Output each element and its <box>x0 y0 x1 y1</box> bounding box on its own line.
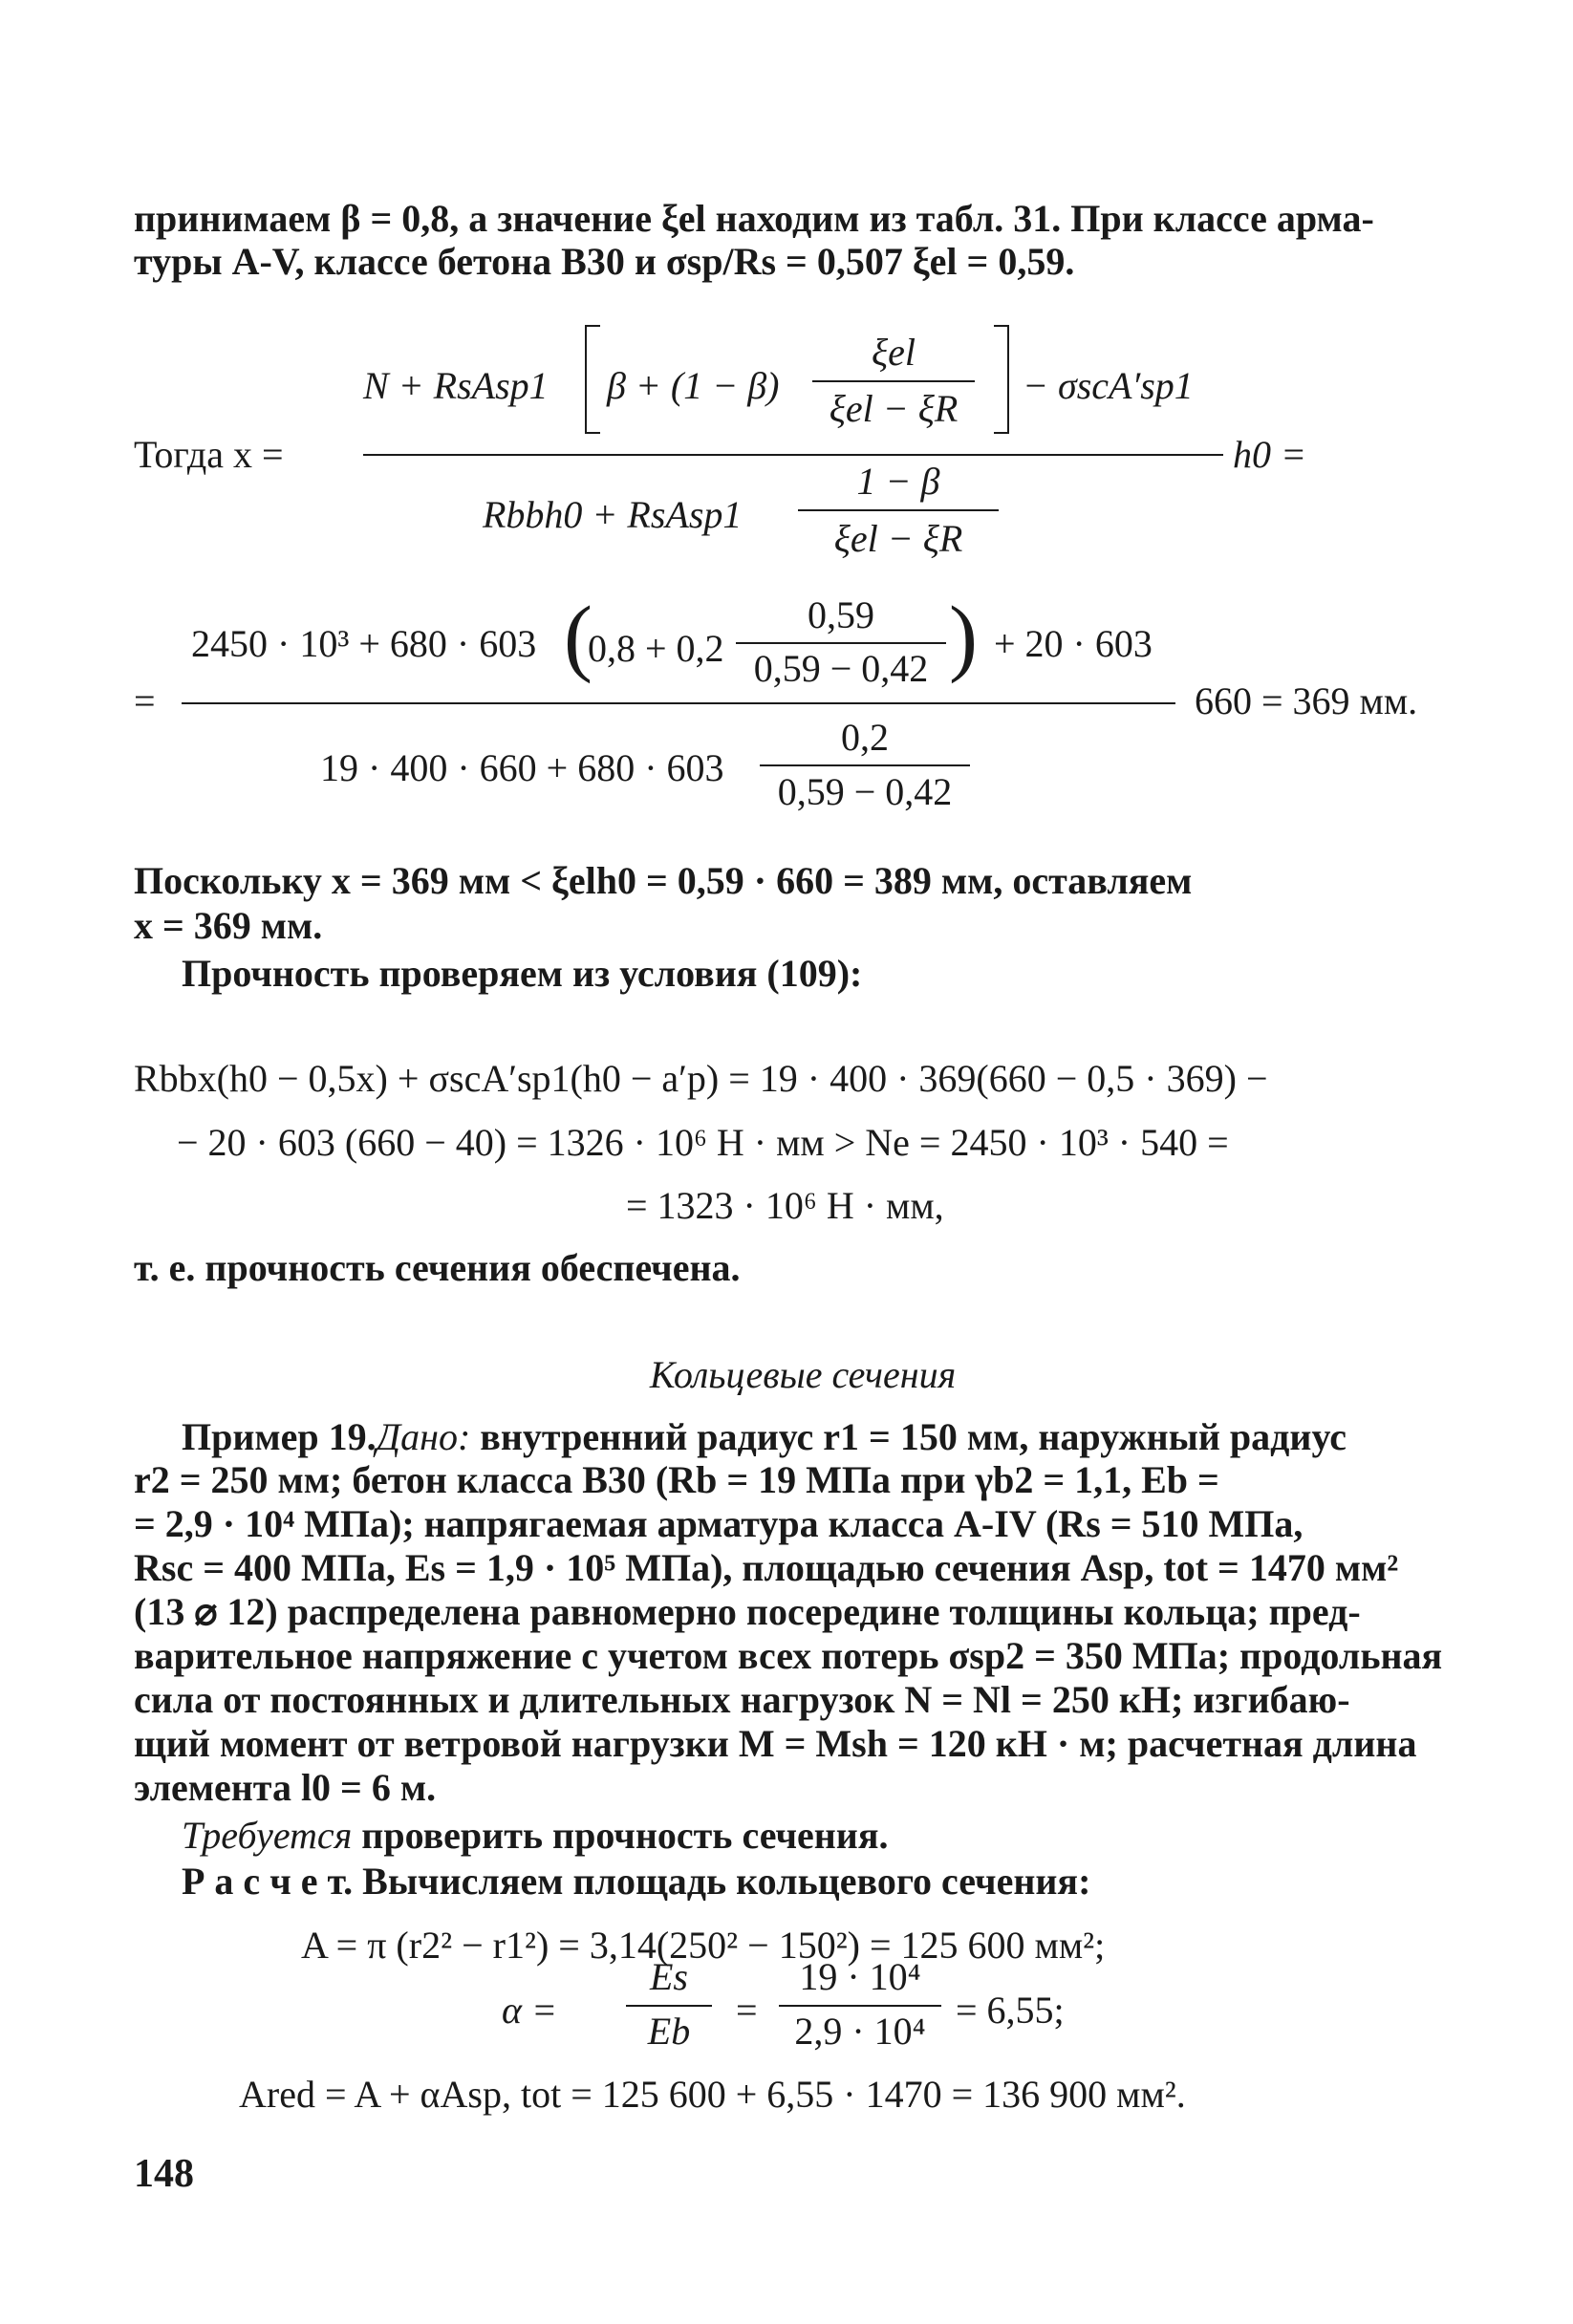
formula2-den-frac-bottom: 0,59 − 0,42 <box>777 770 953 813</box>
alpha-frac2-bar <box>779 2005 941 2007</box>
formula2-left-paren: ( <box>564 590 593 684</box>
strength-line-3: = 1323 · 10⁶ Н · мм, <box>626 1184 944 1227</box>
formula1-num-inner: β + (1 − β) <box>607 364 780 407</box>
strength-line-2: − 20 · 603 (660 − 40) = 1326 · 10⁶ Н · мм > Ne = 2450 · 10³ · 540 = <box>177 1121 1229 1164</box>
required-rest: проверить прочность сечения. <box>352 1814 889 1857</box>
calc-rest: Вычисляем площадь кольцевого сечения: <box>353 1860 1091 1903</box>
formula1-den-frac-bottom: ξel − ξR <box>833 517 963 560</box>
formula2-num-right: + 20 · 603 <box>994 622 1153 665</box>
area-equation: A = π (r2² − r1²) = 3,14(250² − 150²) = 125 600 мм²; <box>301 1924 1106 1967</box>
check-line: Прочность проверяем из условия (109): <box>182 952 863 995</box>
formula1-tail: h0 = <box>1233 433 1306 476</box>
ared-equation: Ared = A + αAsp, tot = 125 600 + 6,55 · 1470 = 136 900 мм². <box>239 2073 1186 2116</box>
since-line-2: x = 369 мм. <box>134 904 323 947</box>
alpha-result: = 6,55; <box>956 1989 1065 2032</box>
formula2-right-paren: ) <box>949 590 978 684</box>
example-line-4: Rsc = 400 МПа, Es = 1,9 · 10⁵ МПа), площадью сечения Asp, tot = 1470 мм² <box>134 1546 1399 1589</box>
example-given: Дано: <box>376 1415 471 1458</box>
intro-line-1: принимаем β = 0,8, а значение ξel находим из табл. 31. При классе арма- <box>134 197 1374 240</box>
example-line-9: элемента l0 = 6 м. <box>134 1766 437 1809</box>
formula2-num-frac-bottom: 0,59 − 0,42 <box>753 647 929 690</box>
section-heading: Кольцевые сечения <box>649 1353 957 1396</box>
example-line-2: r2 = 250 мм; бетон класса В30 (Rb = 19 МПа при γb2 = 1,1, Eb = <box>134 1458 1219 1501</box>
alpha-frac2-bottom: 2,9 · 10⁴ <box>794 2010 926 2053</box>
required-label: Требуется <box>182 1814 353 1857</box>
required-line <box>182 1813 1519 1859</box>
formula1-num-frac-bottom: ξel − ξR <box>829 387 959 430</box>
formula2-num-inner: 0,8 + 0,2 <box>588 627 724 670</box>
formula1-lead: Тогда x = <box>134 433 284 476</box>
alpha-frac2-top: 19 · 10⁴ <box>799 1955 921 1998</box>
intro-line-2: туры А-V, классе бетона В30 и σsp/Rs = 0,507 ξel = 0,59. <box>134 240 1075 283</box>
formula1-num-frac-top: ξel <box>872 331 916 374</box>
example-line-6: варительное напряжение с учетом всех потерь σsp2 = 350 МПа; продольная <box>134 1634 1443 1677</box>
formula1-num-frac-bar <box>812 380 975 382</box>
formula2-den-frac-top: 0,2 <box>841 716 889 759</box>
example-line-3: = 2,9 · 10⁴ МПа); напрягаемая арматура класса А-IV (Rs = 510 МПа, <box>134 1502 1304 1545</box>
formula1-num-left: N + RsAsp1 <box>363 364 549 407</box>
example-label: Пример 19. <box>182 1415 377 1458</box>
formula2-num-frac-bar <box>736 642 946 644</box>
alpha-frac1-top: Es <box>650 1955 688 1998</box>
example-line-8: щий момент от ветровой нагрузки M = Msh = 120 кН · м; расчетная длина <box>134 1722 1417 1765</box>
alpha-frac1-bar <box>626 2005 712 2007</box>
formula1-num-right: − σscA′sp1 <box>1023 364 1194 407</box>
calc-line <box>182 1859 1519 1904</box>
formula2-den-left: 19 · 400 · 660 + 680 · 603 <box>320 746 724 789</box>
formula1-den-left: Rbbh0 + RsAsp1 <box>483 493 743 536</box>
formula1-right-bracket <box>994 325 1009 434</box>
alpha-frac1-bottom: Eb <box>647 2010 691 2053</box>
formula2-num-left: 2450 · 10³ + 680 · 603 <box>191 622 537 665</box>
strength-line-1: Rbbx(h0 − 0,5x) + σscA′sp1(h0 − a′p) = 19 · 400 · 369(660 − 0,5 · 369) − <box>134 1057 1268 1100</box>
formula1-den-frac-bar <box>798 509 999 511</box>
alpha-equals: = <box>736 1989 758 2032</box>
formula2-tail: 660 = 369 мм. <box>1195 679 1418 722</box>
alpha-lead: α = <box>502 1989 557 2032</box>
formula1-main-bar <box>363 454 1223 456</box>
example-line-7: сила от постоянных и длительных нагрузок N = Nl = 250 кН; изгибаю- <box>134 1678 1350 1721</box>
formula2-num-frac-top: 0,59 <box>808 593 874 636</box>
example-line-5: (13 ⌀ 12) распределена равномерно посередине толщины кольца; пред- <box>134 1590 1361 1633</box>
calc-label: Р а с ч е т. <box>182 1860 354 1903</box>
formula2-lead: = <box>134 679 156 722</box>
formula1-left-bracket <box>585 325 600 434</box>
since-line-1: Поскольку x = 369 мм < ξelh0 = 0,59 · 660 = 389 мм, оставляем <box>134 859 1193 902</box>
page-number: 148 <box>134 2152 194 2196</box>
example-line-1 <box>182 1414 1519 1460</box>
formula1-den-frac-top: 1 − β <box>856 460 940 503</box>
conclusion-line: т. е. прочность сечения обеспечена. <box>134 1246 741 1289</box>
formula2-main-bar <box>182 702 1175 704</box>
formula2-den-frac-bar <box>760 764 970 766</box>
example-line-1-rest: внутренний радиус r1 = 150 мм, наружный радиус <box>470 1415 1347 1458</box>
